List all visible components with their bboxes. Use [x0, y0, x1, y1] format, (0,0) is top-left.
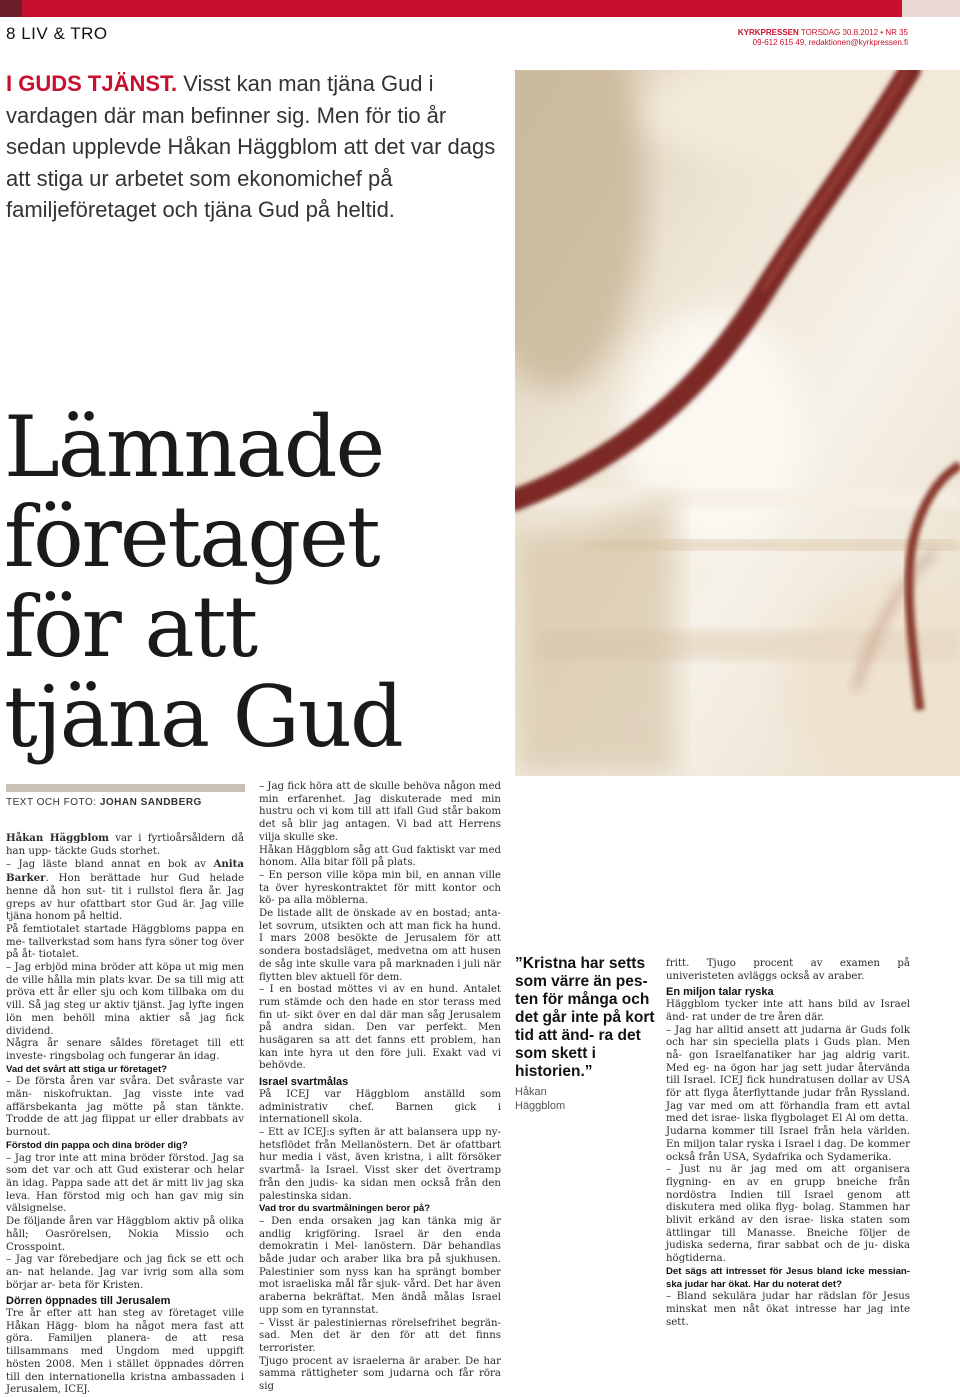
paragraph: – Jag tror inte att mina bröder förstod. Jag sa som det var och att Gud existerar och helar än idag. Pappa sade att det är mitt liv jag ska leva. Han förstod mig och han gav mig sin välsignelse. — [6, 1152, 244, 1215]
paragraph: Judarna kommer till Israel från hela världen. En miljon talar ryska i Israel i dag. De kommer också från USA, Sydafrika och Sydamerika. — [666, 1126, 910, 1163]
paragraph: – Jag erbjöd mina bröder att köpa ut mig men de ville hålla min plats kvar. De sa till mig att pröva ett år eller sju och kom tillbaka om du vill. Så jag steg ur aktiv tjänst. Jag lyfte ingen lön men behöll mina aktier så jag fick dividend. — [6, 962, 244, 1037]
paragraph: Häggblom tycker inte att hans bild av Israel änd- rat under de tre åren där. — [666, 999, 910, 1023]
paragraph: – Bland sekulära judar har rädslan för Jesus minskat men nåt ökat intresse har jag inte sett. — [666, 1291, 910, 1328]
article-lead — [6, 68, 496, 226]
page-number: 8 — [6, 24, 16, 43]
headline-line-1: Lämnade — [4, 398, 384, 496]
byline — [6, 797, 202, 808]
intro-name: Håkan Häggblom — [6, 832, 109, 844]
quote-source-last-name: Häggblom — [515, 1100, 566, 1112]
section-subhead: Israel svartmålas — [259, 1076, 349, 1089]
intro-text: var i fyrtioårsåldern då han upp- täckte Guds storhet. — [6, 833, 244, 857]
byline-author: JOHAN SANDBERG — [99, 797, 202, 808]
paragraph: Några år senare såldes företaget till ett investe- ringsbolag och fungerar än idag. — [6, 1038, 244, 1062]
lead-label: I GUDS TJÄNST. — [6, 71, 178, 96]
byline-bar — [6, 784, 245, 792]
lead-text: Visst kan man tjäna Gud i vardagen där man befinner sig. Men för tio år sedan upplevde Håkan Häggblom att det var dags att stiga ur arbetet som ekonomichef på familjeföretaget och tjäna Gud på heltid. — [6, 71, 496, 222]
paragraph-text: . Hon berättade hur Gud helade henne då hon sut- tit i rullstol flera år. Jag greps av hur ofattbart stor Gud är. Jag ville tjäna honom på heltid. — [6, 873, 244, 923]
headline-line-3: för att — [4, 578, 257, 676]
paragraph: – Just nu är jag med om att organisera flygning- en av en grupp bneiche från nordöstra Indien till Israel genom att diskutera med olika flyg- bolag. Stammen har blivit erkänd av den israe- liska staten som ättlingar till Manasse. Bneiche följer de judiska sederna, firar sabbat och de ju- diska högtiderna. — [666, 1164, 910, 1265]
article-column-1 — [6, 832, 244, 1397]
section-label — [6, 24, 108, 44]
paragraph: – Jag var förebedjare och jag fick se ett och an- nat helande. Jag var ivrig som alla som börjar ar- beta för Kristen. — [6, 1254, 244, 1291]
contact-info: 09-612 615 49, redaktionen@kyrkpressen.fi — [752, 38, 908, 47]
section-subhead: Dörren öppnades till Jerusalem — [6, 1295, 171, 1308]
person-name: Anita Barker — [6, 858, 244, 885]
paragraph: – Visst är palestiniernas rörelsefrihet begrän- sad. Men det är den för att det finns terrorister. — [259, 1317, 501, 1354]
paragraph — [6, 858, 244, 924]
interview-question: Vad tror du svartmålningen beror på? — [259, 1203, 431, 1215]
article-headline — [4, 398, 504, 766]
paragraph: – De första åren var svåra. Det svåraste var män- niskofruktan. Jag visste inte vad affärsbekanta jag mötte på stan tänkte. Trodde de att jag flippat ur eller drabbats av burnout. — [6, 1076, 244, 1139]
top-color-bar — [0, 0, 960, 17]
paragraph: De följande åren var Häggblom aktiv på olika håll; Oasrörelsen, Nokia Missio och Crosspoint. — [6, 1216, 244, 1253]
intro-paragraph — [6, 832, 244, 858]
paragraph: – Den enda orsaken jag kan tänka mig är andlig krigföring. Israel är den enda demokratin i Mel- lanöstern. Där behandlas både judar och araber lika bra på sjukhusen. Palestinier som nyss kan ha sprängt bomber mot israeliska mål får sjuk- vård. Det har även araberna bekräftat. Men ändå målas Israel upp som en tyrannstat. — [259, 1215, 501, 1316]
paragraph: De listade allt de önskade av en bostad; anta- let sovrum, utsikten och att man fick ha hund. I mars 2008 besökte de Jerusalem för att sondera bostadsläget, medvetna om att husen de såg inte skulle vara på marknaden i juli när flytten blev aktuell för dem. — [259, 908, 501, 983]
section-name: LIV & TRO — [21, 24, 108, 43]
article-column-2 — [259, 781, 501, 1394]
paragraph: – Ett av ICEJ:s syften är att balansera upp ny- hetsflödet från Mellanöstern. Det är ofattbart hur media i väst, även kristna, i allt försöker svartmå- la Israel. Visst sker det övertramp från den judis- ka sidan men också från den palestinska sidan. — [259, 1126, 501, 1202]
paragraph: Tjugo procent av israelerna är araber. De har samma rättigheter som judarna och får röra sig — [259, 1355, 501, 1393]
interview-question: Det sägs att intresset för Jesus bland icke messian- ska judar har ökat. Har du noterat det? — [666, 1265, 910, 1290]
paragraph: – Jag fick höra att de skulle behöva någon med min erfarenhet. Jag diskuterade med min hustru och vi kom till att ifall Gud står bakom det så blir jag antagen. Vi bad att Herrens vilja skulle ske. — [259, 781, 501, 843]
paragraph: På femtiotalet startade Häggbloms pappa en me- tallverkstad som hans fyra söner tog över på åt- tiotalet. — [6, 923, 244, 961]
byline-prefix: TEXT OCH FOTO: — [6, 797, 97, 808]
article-column-3 — [666, 958, 910, 1329]
paragraph: Håkan Häggblom såg att Gud faktiskt var med honom. Alla bitar föll på plats. — [259, 844, 501, 869]
article-photo — [515, 70, 960, 776]
paragraph: – Jag har alltid ansett att judarna är Guds folk och har sin speciella plats i Guds plan. Men nå- gon Israelfanatiker har jag aldrig varit. Med eg- na ögon har jag sett judar återvända till Israel. ICEJ fick hundratusen dollar av USA för att flyga återflyttande judar från Ryssland. Jag var med om att förhandla fram ett avtal med det israe- liska flygbolaget El Al om detta. — [666, 1024, 910, 1125]
quote-source-first-name: Håkan — [515, 1086, 547, 1098]
date-issue: TORSDAG 30.8.2012 • NR 35 — [800, 28, 908, 37]
paragraph: Tre år efter att han steg av företaget ville Håkan Hägg- blom ha något mera fast att göra. Familjen planera- de att resa tillsammans med Ungdom med uppgift hösten 2008. Men i stället öppnades dörren till den internationella kristna ambassaden i Jerusalem, ICEJ. — [6, 1308, 244, 1396]
paragraph-text: – Jag läste bland annat en bok av — [6, 859, 214, 871]
headline-line-2: företaget — [4, 488, 379, 586]
paper-name: KYRKPRESSEN — [737, 28, 799, 37]
paragraph: På ICEJ var Häggblom anställd som administrativ chef. Barnen gick i internationell skola. — [259, 1088, 501, 1126]
paragraph: fritt. Tjugo procent av examen på univeristeten avläggs också av araber. — [666, 958, 910, 982]
interview-question: Vad det svårt att stiga ur företaget? — [6, 1063, 167, 1075]
masthead — [738, 28, 908, 48]
headline-line-4: tjäna Gud — [4, 668, 402, 766]
section-subhead: En miljon talar ryska — [666, 986, 774, 999]
paragraph: – I en bostad möttes vi av en hund. Antalet rum stämde och den hade en stor terass med fin ut- sikt över en dal där man såg Jerusalem på andra sidan. Den var perfekt. Men husägaren sa att det fanns ett problem, han kan inte hyra ut den före juli. Exakt vad vi behövde. — [259, 984, 501, 1072]
pull-quote-source — [515, 1085, 565, 1113]
pull-quote: ”Kristna har setts som värre än pes- ten för många och det går inte på kort tid att änd- ra det som skett i historien.” — [515, 955, 655, 1080]
interview-question: Förstod din pappa och dina bröder dig? — [6, 1139, 188, 1151]
paragraph: – En person ville köpa min bil, en annan ville ta över hyreskontraktet för mitt kontor och kö- pa alla möblerna. — [259, 869, 501, 907]
